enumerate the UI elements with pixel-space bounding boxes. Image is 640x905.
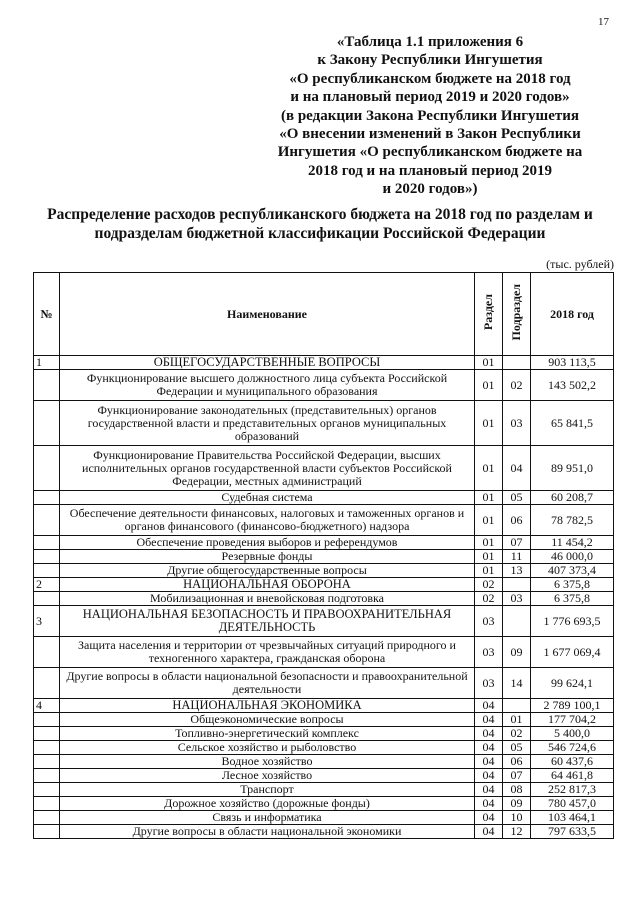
row-name: Транспорт: [60, 783, 475, 797]
row-amount: 46 000,0: [531, 550, 614, 564]
row-subsection-code: 01: [503, 713, 531, 727]
row-subsection-code: 03: [503, 592, 531, 606]
table-row: [34, 550, 614, 564]
row-amount: 60 437,6: [531, 755, 614, 769]
header-subsection-label: Подраздел: [509, 284, 523, 341]
row-subsection-code: 07: [503, 769, 531, 783]
row-number: [34, 401, 60, 446]
row-name: Мобилизационная и вневойсковая подготовка: [60, 592, 475, 606]
row-amount: 780 457,0: [531, 797, 614, 811]
row-amount: 6 375,8: [531, 592, 614, 606]
row-number: 4: [34, 699, 60, 713]
row-number: [34, 797, 60, 811]
row-section-code: 01: [475, 550, 503, 564]
row-subsection-code: 06: [503, 755, 531, 769]
table-row: [34, 668, 614, 699]
table-row: [34, 370, 614, 401]
section-row: [34, 578, 614, 592]
row-amount: 143 502,2: [531, 370, 614, 401]
title-line: подразделам бюджетной классификации Российской Федерации: [94, 225, 546, 242]
table-row: [34, 536, 614, 550]
units-label: (тыс. рублей): [546, 257, 614, 271]
row-name: Связь и информатика: [60, 811, 475, 825]
row-subsection-code: 11: [503, 550, 531, 564]
title-line: Распределение расходов республиканского бюджета на 2018 год по разделам и: [47, 206, 593, 223]
row-name: Другие вопросы в области национальной безопасности и правоохранительной деятельности: [60, 668, 475, 699]
row-section-code: 01: [475, 370, 503, 401]
section-row: [34, 356, 614, 370]
table-row: [34, 783, 614, 797]
header-line: 2018 год и на плановый период 2019: [307, 162, 553, 179]
table-row: [34, 592, 614, 606]
row-subsection-code: 05: [503, 741, 531, 755]
row-name: ОБЩЕГОСУДАРСТВЕННЫЕ ВОПРОСЫ: [60, 356, 475, 370]
header-name: Наименование: [60, 273, 475, 356]
page-number: 17: [598, 16, 609, 28]
row-name: НАЦИОНАЛЬНАЯ БЕЗОПАСНОСТЬ И ПРАВООХРАНИТЕЛЬНАЯ ДЕЯТЕЛЬНОСТЬ: [60, 606, 475, 637]
row-section-code: 01: [475, 491, 503, 505]
row-section-code: 04: [475, 727, 503, 741]
header-line: к Закону Республики Ингушетия: [317, 52, 543, 69]
header-line: Ингушетия «О республиканском бюджете на: [277, 144, 583, 161]
row-amount: 99 624,1: [531, 668, 614, 699]
header-line: «Таблица 1.1 приложения 6: [336, 34, 524, 50]
row-number: [34, 769, 60, 783]
row-name: Дорожное хозяйство (дорожные фонды): [60, 797, 475, 811]
row-number: 2: [34, 578, 60, 592]
row-subsection-code: 12: [503, 825, 531, 839]
row-section-code: 04: [475, 811, 503, 825]
row-amount: 6 375,8: [531, 578, 614, 592]
table-row: [34, 741, 614, 755]
row-number: [34, 783, 60, 797]
row-name: Сельское хозяйство и рыболовство: [60, 741, 475, 755]
row-section-code: 04: [475, 755, 503, 769]
row-name: НАЦИОНАЛЬНАЯ ЭКОНОМИКА: [60, 699, 475, 713]
row-amount: 1 677 069,4: [531, 637, 614, 668]
row-subsection-code: 02: [503, 370, 531, 401]
row-subsection-code: [503, 606, 531, 637]
row-subsection-code: [503, 699, 531, 713]
row-number: [34, 727, 60, 741]
row-section-code: 04: [475, 769, 503, 783]
row-subsection-code: 14: [503, 668, 531, 699]
row-section-code: 01: [475, 536, 503, 550]
header-line: «О внесении изменений в Закон Республики: [279, 126, 581, 143]
row-subsection-code: 04: [503, 446, 531, 491]
row-name: Водное хозяйство: [60, 755, 475, 769]
row-number: [34, 550, 60, 564]
table-row: [34, 637, 614, 668]
header-subsection: [503, 273, 531, 356]
table-row: [34, 727, 614, 741]
row-section-code: 04: [475, 797, 503, 811]
row-section-code: 01: [475, 356, 503, 370]
row-name: Защита населения и территории от чрезвычайных ситуаций природного и техногенного характера, гражданская оборона: [60, 637, 475, 668]
row-amount: 60 208,7: [531, 491, 614, 505]
row-subsection-code: 13: [503, 564, 531, 578]
header-line: и 2020 годов»): [382, 181, 478, 198]
row-amount: 64 461,8: [531, 769, 614, 783]
row-amount: 89 951,0: [531, 446, 614, 491]
table-row: [34, 797, 614, 811]
section-row: [34, 606, 614, 637]
row-subsection-code: 10: [503, 811, 531, 825]
row-section-code: 04: [475, 825, 503, 839]
table-row: [34, 811, 614, 825]
row-name: Функционирование Правительства Российской Федерации, высших исполнительных органов государственной власти субъектов Российской Федерации, местных администраций: [60, 446, 475, 491]
row-number: [34, 564, 60, 578]
row-section-code: 01: [475, 446, 503, 491]
header-year: 2018 год: [531, 273, 614, 356]
row-number: [34, 637, 60, 668]
row-section-code: 03: [475, 637, 503, 668]
header-section-label: Раздел: [481, 294, 495, 331]
table-body: [34, 356, 614, 839]
row-number: [34, 370, 60, 401]
row-subsection-code: 08: [503, 783, 531, 797]
table-row: [34, 505, 614, 536]
header-line: (в редакции Закона Республики Ингушетия: [280, 107, 579, 124]
row-subsection-code: 03: [503, 401, 531, 446]
header-line: «О республиканском бюджете на 2018 год: [289, 70, 571, 87]
row-section-code: 04: [475, 783, 503, 797]
row-subsection-code: 02: [503, 727, 531, 741]
row-number: [34, 741, 60, 755]
row-name: Топливно-энергетический комплекс: [60, 727, 475, 741]
row-amount: 407 373,4: [531, 564, 614, 578]
table-row: [34, 446, 614, 491]
row-subsection-code: 07: [503, 536, 531, 550]
row-amount: 11 454,2: [531, 536, 614, 550]
row-number: [34, 491, 60, 505]
row-amount: 797 633,5: [531, 825, 614, 839]
row-section-code: 04: [475, 699, 503, 713]
row-section-code: 01: [475, 505, 503, 536]
row-number: [34, 592, 60, 606]
header-num: №: [34, 273, 60, 356]
table-row: [34, 564, 614, 578]
row-section-code: 01: [475, 401, 503, 446]
budget-table: [33, 272, 614, 839]
row-name: Общеэкономические вопросы: [60, 713, 475, 727]
table-row: [34, 491, 614, 505]
row-name: Обеспечение проведения выборов и референдумов: [60, 536, 475, 550]
row-name: Резервные фонды: [60, 550, 475, 564]
row-number: 1: [34, 356, 60, 370]
row-amount: 252 817,3: [531, 783, 614, 797]
row-amount: 903 113,5: [531, 356, 614, 370]
table-header-row: [34, 273, 614, 356]
row-section-code: 01: [475, 564, 503, 578]
row-name: Другие вопросы в области национальной экономики: [60, 825, 475, 839]
header-section: [475, 273, 503, 356]
row-name: Обеспечение деятельности финансовых, налоговых и таможенных органов и органов финансового (финансово-бюджетного) надзора: [60, 505, 475, 536]
table-row: [34, 825, 614, 839]
table-row: [34, 401, 614, 446]
row-amount: 2 789 100,1: [531, 699, 614, 713]
row-subsection-code: 09: [503, 797, 531, 811]
row-number: [34, 755, 60, 769]
row-amount: 1 776 693,5: [531, 606, 614, 637]
row-subsection-code: 06: [503, 505, 531, 536]
row-name: Лесное хозяйство: [60, 769, 475, 783]
row-section-code: 02: [475, 578, 503, 592]
row-name: Функционирование высшего должностного лица субъекта Российской Федерации и муниципального образования: [60, 370, 475, 401]
section-row: [34, 699, 614, 713]
row-name: НАЦИОНАЛЬНАЯ ОБОРОНА: [60, 578, 475, 592]
row-subsection-code: 09: [503, 637, 531, 668]
row-amount: 177 704,2: [531, 713, 614, 727]
table-row: [34, 769, 614, 783]
row-section-code: 04: [475, 741, 503, 755]
row-amount: 103 464,1: [531, 811, 614, 825]
row-section-code: 02: [475, 592, 503, 606]
row-amount: 65 841,5: [531, 401, 614, 446]
row-number: [34, 811, 60, 825]
header-line: и на плановый период 2019 и 2020 годов»: [290, 89, 570, 106]
row-number: [34, 668, 60, 699]
row-section-code: 03: [475, 668, 503, 699]
row-name: Функционирование законодательных (представительных) органов государственной власти и представительных органов муниципальных образований: [60, 401, 475, 446]
document-title: [30, 205, 610, 243]
row-number: [34, 446, 60, 491]
table-row: [34, 713, 614, 727]
row-amount: 546 724,6: [531, 741, 614, 755]
appendix-header: [250, 33, 610, 199]
row-amount: 5 400,0: [531, 727, 614, 741]
row-amount: 78 782,5: [531, 505, 614, 536]
row-name: Судебная система: [60, 491, 475, 505]
row-number: [34, 536, 60, 550]
row-subsection-code: 05: [503, 491, 531, 505]
row-number: [34, 713, 60, 727]
row-subsection-code: [503, 356, 531, 370]
row-number: [34, 505, 60, 536]
row-section-code: 04: [475, 713, 503, 727]
table-row: [34, 755, 614, 769]
row-name: Другие общегосударственные вопросы: [60, 564, 475, 578]
row-section-code: 03: [475, 606, 503, 637]
row-number: 3: [34, 606, 60, 637]
row-subsection-code: [503, 578, 531, 592]
row-number: [34, 825, 60, 839]
